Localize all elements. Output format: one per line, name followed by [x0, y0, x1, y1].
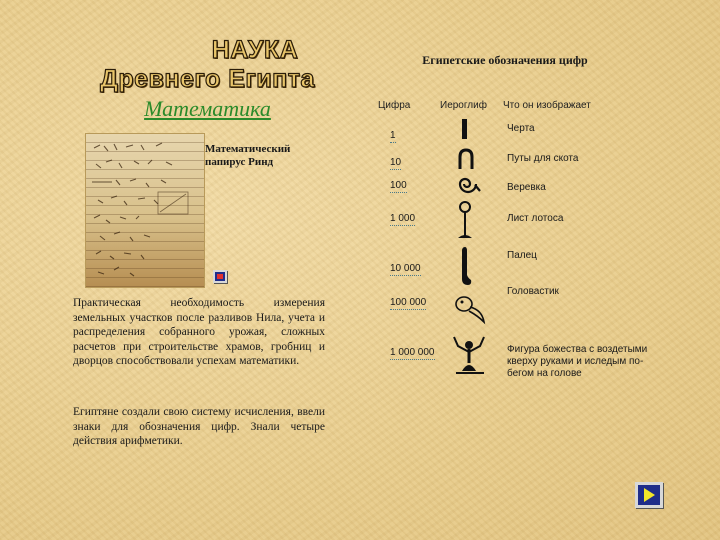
header-number: Цифра	[378, 100, 411, 111]
papyrus-caption-line1: Математический	[205, 143, 291, 155]
tadpole-glyph	[452, 292, 492, 326]
desc-100: Веревка	[507, 182, 546, 193]
paragraph-2: Египтяне создали свою систему исчисления, ввели знаки для обозначения цифр. Знали четыре действия арифметики.	[73, 406, 325, 448]
rope-coil-glyph	[455, 173, 481, 195]
title-line-1: НАУКА	[211, 36, 299, 64]
number-10: 10	[390, 157, 402, 168]
header-glyph: Иероглиф	[440, 100, 487, 111]
play-next-icon[interactable]	[635, 482, 663, 508]
title-line-2: Древнего Египта	[100, 65, 315, 93]
number-1000: 1 000	[390, 213, 416, 224]
desc-1: Черта	[507, 123, 535, 134]
header-description: Что он изображает	[503, 100, 591, 111]
desc-10: Путы для скота	[507, 153, 579, 164]
desc-10000: Палец	[507, 250, 537, 261]
desc-1000: Лист лотоса	[507, 213, 564, 224]
heh-god-glyph	[448, 333, 490, 375]
subtitle: Математика	[144, 96, 271, 121]
number-1000000: 1 000 000	[390, 347, 435, 358]
paragraph-1: Практическая необходимость измерения земельных участков после разливов Нила, учета и распределения собранного урожая, сложных расчетов при строительстве храмов, гробниц и дворцов способствовали успехам математики.	[73, 297, 325, 368]
cattle-hobble-glyph	[457, 148, 475, 170]
table-title: Египетские обозначения цифр	[422, 53, 588, 67]
desc-100000: Головастик	[507, 286, 559, 297]
lotus-glyph	[456, 200, 474, 242]
finger-glyph	[458, 245, 474, 287]
papyrus-caption-line2: папирус Ринд	[205, 156, 274, 168]
stroke-glyph	[458, 118, 472, 140]
number-100000: 100 000	[390, 297, 427, 308]
papyrus-photo	[85, 133, 205, 288]
papyrus-hieratic-marks	[86, 134, 204, 287]
number-1: 1	[390, 130, 396, 141]
number-100: 100	[390, 180, 407, 191]
stop-square-icon[interactable]	[213, 270, 227, 283]
desc-1000000: Фигура божества с воздетыми кверху руками и иследым по-бегом на голове	[507, 344, 648, 379]
number-10000: 10 000	[390, 263, 421, 274]
papyrus-caption	[205, 143, 315, 169]
